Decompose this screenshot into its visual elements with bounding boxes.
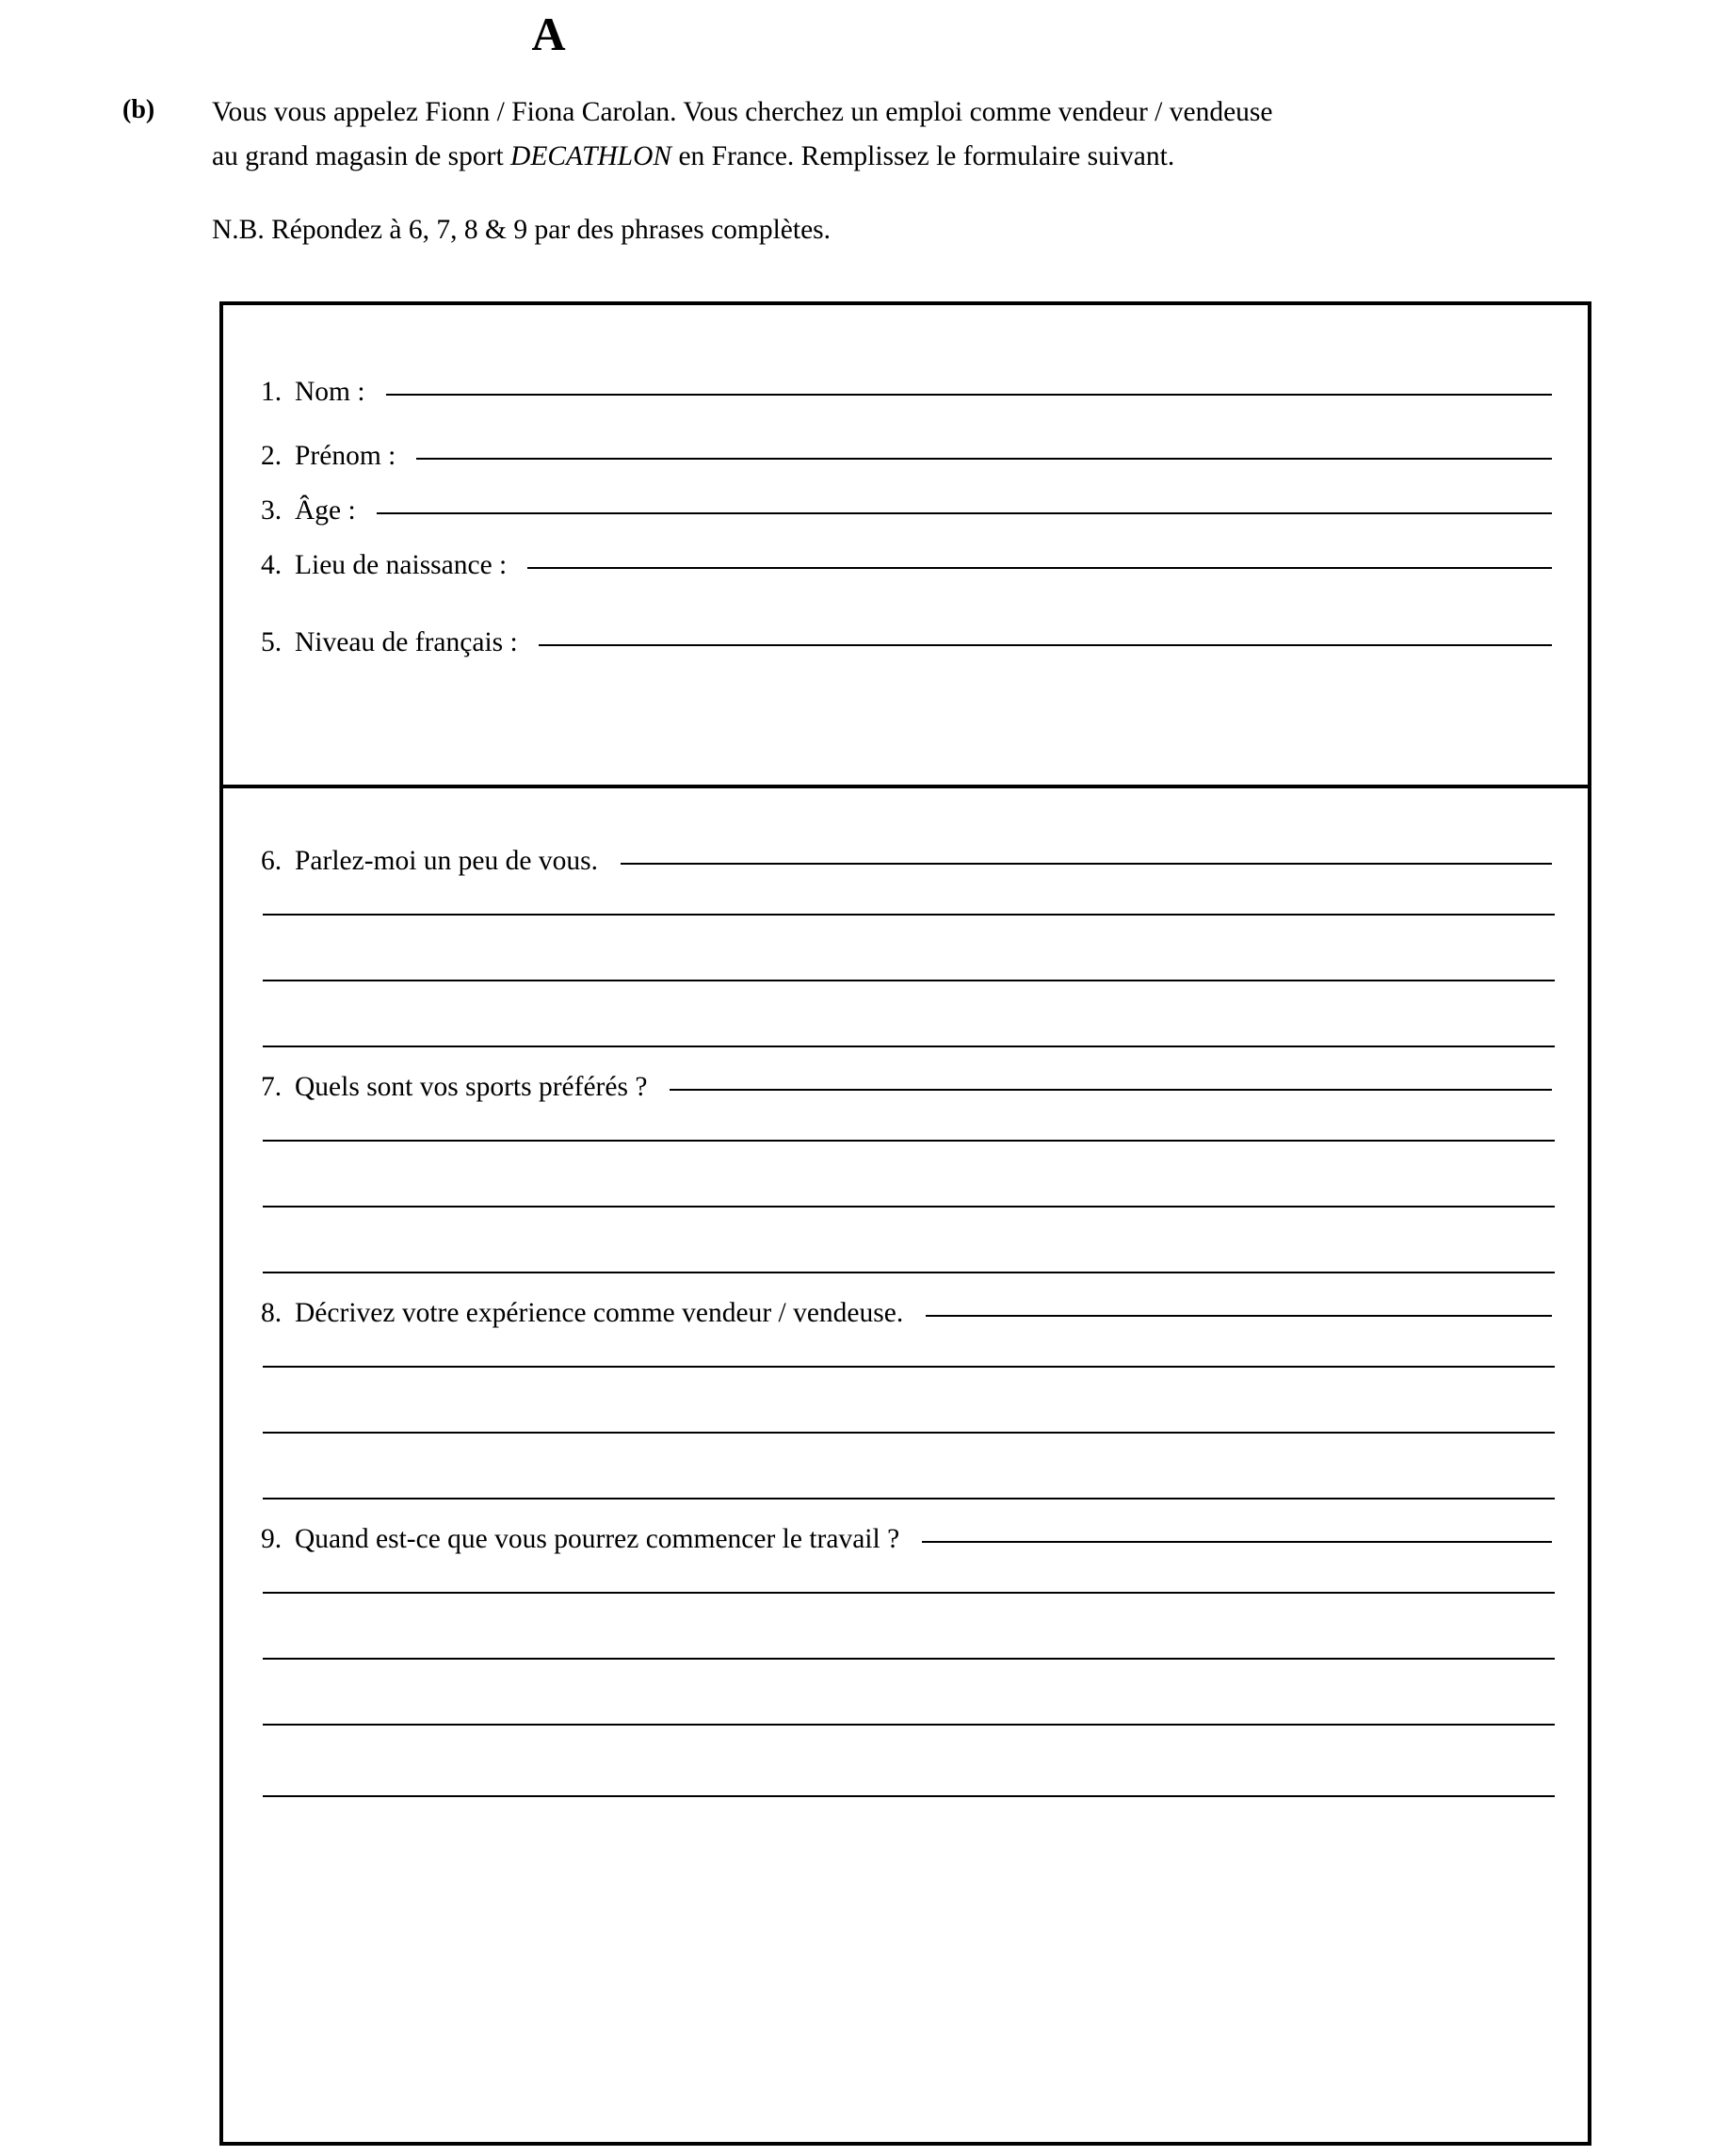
field-label-niveau-de-francais: Niveau de français :: [295, 627, 518, 657]
question-number: 6.: [261, 846, 283, 876]
form-box: [219, 301, 1591, 2146]
question-number: 8.: [261, 1298, 283, 1328]
question-row-7[interactable]: [223, 1070, 1588, 1104]
answer-line-9-0[interactable]: [922, 1541, 1552, 1543]
answer-line-9-4[interactable]: [263, 1795, 1555, 1797]
intro-row: [122, 90, 1591, 179]
field-input-niveau-de-francais[interactable]: [539, 644, 1552, 646]
field-input-prenom[interactable]: [416, 458, 1552, 460]
question-row-8[interactable]: [223, 1296, 1588, 1330]
field-number: 1.: [261, 377, 283, 407]
answer-line-9-3[interactable]: [263, 1724, 1555, 1726]
field-row-1[interactable]: [223, 375, 1588, 409]
question-text-7: Quels sont vos sports préférés ?: [295, 1072, 648, 1102]
intro-line-1: Vous vous appelez Fionn / Fiona Carolan. Vous cherchez un emploi comme vendeur / vendeuse: [212, 97, 1273, 127]
note-line: N.B. Répondez à 6, 7, 8 & 9 par des phrases complètes.: [212, 215, 832, 245]
answer-line-6-0[interactable]: [621, 863, 1552, 865]
answer-line-7-3[interactable]: [263, 1272, 1555, 1273]
field-row-2[interactable]: [223, 439, 1588, 473]
answer-line-8-2[interactable]: [263, 1432, 1555, 1434]
field-row-5[interactable]: [223, 625, 1588, 659]
question-text-8: Décrivez votre expérience comme vendeur / vendeuse.: [295, 1298, 904, 1328]
field-input-lieu-de-naissance[interactable]: [527, 567, 1552, 569]
answer-line-8-0[interactable]: [926, 1315, 1552, 1317]
answer-line-8-1[interactable]: [263, 1366, 1555, 1368]
answer-line-6-3[interactable]: [263, 1046, 1555, 1047]
question-text-6: Parlez-moi un peu de vous.: [295, 846, 598, 876]
question-row-9[interactable]: [223, 1522, 1588, 1556]
question-number: 9.: [261, 1524, 283, 1554]
field-number: 2.: [261, 441, 283, 471]
question-row-6[interactable]: [223, 844, 1588, 878]
answer-line-7-0[interactable]: [670, 1089, 1552, 1091]
answer-line-7-2[interactable]: [263, 1206, 1555, 1208]
intro-line-2: [212, 135, 1591, 179]
question-number: 7.: [261, 1072, 283, 1102]
field-input-nom[interactable]: [386, 394, 1552, 396]
answer-line-8-3[interactable]: [263, 1498, 1555, 1499]
answer-line-6-2[interactable]: [263, 980, 1555, 981]
question-text-9: Quand est-ce que vous pourrez commencer le travail ?: [295, 1524, 900, 1554]
answer-line-7-1[interactable]: [263, 1140, 1555, 1142]
intro-line-2-suffix: en France. Remplissez le formulaire suivant.: [671, 141, 1175, 171]
intro-text: [212, 90, 1591, 179]
field-row-4[interactable]: [223, 548, 1588, 582]
field-input-age[interactable]: [377, 512, 1552, 514]
field-label-lieu-de-naissance: Lieu de naissance :: [295, 550, 508, 580]
field-label-prenom: Prénom :: [295, 441, 396, 471]
answer-line-9-1[interactable]: [263, 1592, 1555, 1594]
intro-line-2-prefix: au grand magasin de sport: [212, 141, 511, 171]
form-box-divider: [223, 785, 1588, 788]
answer-line-9-2[interactable]: [263, 1658, 1555, 1660]
field-number: 3.: [261, 495, 283, 526]
intro-block: [122, 90, 1591, 179]
section-letter: A: [531, 8, 566, 60]
brand-name-decathlon: DECATHLON: [510, 141, 672, 171]
field-label-age: Âge :: [295, 495, 356, 526]
field-number: 4.: [261, 550, 283, 580]
answer-line-6-1[interactable]: [263, 914, 1555, 916]
part-label: (b): [122, 95, 155, 124]
field-number: 5.: [261, 627, 283, 657]
field-row-3[interactable]: [223, 494, 1588, 527]
field-label-nom: Nom :: [295, 377, 365, 407]
